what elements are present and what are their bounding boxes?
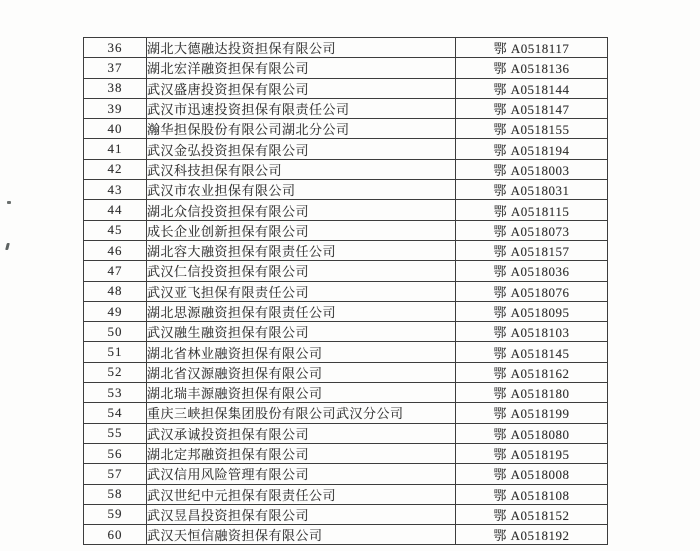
row-number-cell: 39 — [84, 98, 147, 118]
table-row — [84, 281, 608, 301]
company-name-cell: 武汉科技担保有限公司 — [147, 159, 456, 179]
company-name-cell: 湖北省汉源融资担保有限公司 — [147, 362, 456, 382]
company-name-cell: 武汉盛唐投资担保有限公司 — [147, 78, 456, 98]
license-number-cell: 鄂 A0518155 — [456, 119, 608, 139]
table-row — [84, 159, 608, 179]
license-number-cell: 鄂 A0518076 — [456, 281, 608, 301]
company-name-cell: 武汉市农业担保有限公司 — [147, 180, 456, 200]
table-body — [84, 38, 608, 545]
scan-speck — [7, 201, 11, 204]
table-row — [84, 301, 608, 321]
row-number-cell: 40 — [84, 119, 147, 139]
company-name-cell: 武汉市迅速投资担保有限责任公司 — [147, 98, 456, 118]
row-number-cell: 42 — [84, 159, 147, 179]
table-row — [84, 98, 608, 118]
company-name-cell: 武汉承诚投资担保有限公司 — [147, 423, 456, 443]
license-number-cell: 鄂 A0518117 — [456, 38, 608, 58]
license-number-cell: 鄂 A0518194 — [456, 139, 608, 159]
company-name-cell: 湖北容大融资担保有限责任公司 — [147, 240, 456, 260]
row-number-cell: 48 — [84, 281, 147, 301]
table-row — [84, 322, 608, 342]
license-number-cell: 鄂 A0518095 — [456, 301, 608, 321]
table-row — [84, 443, 608, 463]
company-name-cell: 武汉昱昌投资担保有限公司 — [147, 504, 456, 524]
row-number-cell: 44 — [84, 200, 147, 220]
company-name-cell: 湖北省林业融资担保有限公司 — [147, 342, 456, 362]
company-name-cell: 湖北众信投资担保有限公司 — [147, 200, 456, 220]
row-number-cell: 53 — [84, 383, 147, 403]
row-number-cell: 41 — [84, 139, 147, 159]
license-number-cell: 鄂 A0518031 — [456, 180, 608, 200]
table-row — [84, 119, 608, 139]
company-name-cell: 武汉仁信投资担保有限公司 — [147, 261, 456, 281]
row-number-cell: 37 — [84, 58, 147, 78]
row-number-cell: 50 — [84, 322, 147, 342]
table-row — [84, 78, 608, 98]
row-number-cell: 55 — [84, 423, 147, 443]
table-row — [84, 403, 608, 423]
row-number-cell: 36 — [84, 38, 147, 58]
table-row — [84, 342, 608, 362]
company-name-cell: 武汉融生融资担保有限公司 — [147, 322, 456, 342]
license-number-cell: 鄂 A0518152 — [456, 504, 608, 524]
license-number-cell: 鄂 A0518180 — [456, 383, 608, 403]
license-number-cell: 鄂 A0518192 — [456, 525, 608, 545]
company-name-cell: 湖北宏洋融资担保有限公司 — [147, 58, 456, 78]
company-name-cell: 湖北瑞丰源融资担保有限公司 — [147, 383, 456, 403]
row-number-cell: 54 — [84, 403, 147, 423]
company-name-cell: 武汉天恒信融资担保有限公司 — [147, 525, 456, 545]
row-number-cell: 43 — [84, 180, 147, 200]
row-number-cell: 52 — [84, 362, 147, 382]
table-row — [84, 362, 608, 382]
company-name-cell: 武汉金弘投资担保有限公司 — [147, 139, 456, 159]
license-number-cell: 鄂 A0518162 — [456, 362, 608, 382]
company-name-cell: 武汉世纪中元担保有限责任公司 — [147, 484, 456, 504]
license-number-cell: 鄂 A0518144 — [456, 78, 608, 98]
company-name-cell: 武汉亚飞担保有限责任公司 — [147, 281, 456, 301]
company-name-cell: 瀚华担保股份有限公司湖北分公司 — [147, 119, 456, 139]
license-number-cell: 鄂 A0518195 — [456, 443, 608, 463]
row-number-cell: 56 — [84, 443, 147, 463]
row-number-cell: 49 — [84, 301, 147, 321]
table-row — [84, 200, 608, 220]
row-number-cell: 59 — [84, 504, 147, 524]
company-name-cell: 成长企业创新担保有限公司 — [147, 220, 456, 240]
scan-speck — [5, 243, 10, 250]
company-name-cell: 湖北思源融资担保有限责任公司 — [147, 301, 456, 321]
table-row — [84, 220, 608, 240]
company-name-cell: 湖北定邦融资担保有限公司 — [147, 443, 456, 463]
license-number-cell: 鄂 A0518136 — [456, 58, 608, 78]
table-row — [84, 383, 608, 403]
license-number-cell: 鄂 A0518115 — [456, 200, 608, 220]
row-number-cell: 38 — [84, 78, 147, 98]
row-number-cell: 45 — [84, 220, 147, 240]
company-name-cell: 重庆三峡担保集团股份有限公司武汉分公司 — [147, 403, 456, 423]
table-row — [84, 525, 608, 545]
license-number-cell: 鄂 A0518073 — [456, 220, 608, 240]
license-number-cell: 鄂 A0518003 — [456, 159, 608, 179]
table-row — [84, 58, 608, 78]
table-row — [84, 261, 608, 281]
license-number-cell: 鄂 A0518108 — [456, 484, 608, 504]
company-name-cell: 武汉信用风险管理有限公司 — [147, 464, 456, 484]
guarantee-company-license-table — [83, 37, 608, 545]
row-number-cell: 51 — [84, 342, 147, 362]
license-number-cell: 鄂 A0518147 — [456, 98, 608, 118]
row-number-cell: 57 — [84, 464, 147, 484]
company-name-cell: 湖北大德融达投资担保有限公司 — [147, 38, 456, 58]
row-number-cell: 46 — [84, 240, 147, 260]
table-row — [84, 38, 608, 58]
table-row — [84, 464, 608, 484]
license-number-cell: 鄂 A0518145 — [456, 342, 608, 362]
table-row — [84, 240, 608, 260]
license-number-cell: 鄂 A0518008 — [456, 464, 608, 484]
table-row — [84, 139, 608, 159]
row-number-cell: 60 — [84, 525, 147, 545]
table-row — [84, 484, 608, 504]
license-number-cell: 鄂 A0518036 — [456, 261, 608, 281]
license-number-cell: 鄂 A0518103 — [456, 322, 608, 342]
row-number-cell: 58 — [84, 484, 147, 504]
license-number-cell: 鄂 A0518157 — [456, 240, 608, 260]
table-row — [84, 504, 608, 524]
table-row — [84, 180, 608, 200]
license-number-cell: 鄂 A0518199 — [456, 403, 608, 423]
row-number-cell: 47 — [84, 261, 147, 281]
license-number-cell: 鄂 A0518080 — [456, 423, 608, 443]
table-row — [84, 423, 608, 443]
